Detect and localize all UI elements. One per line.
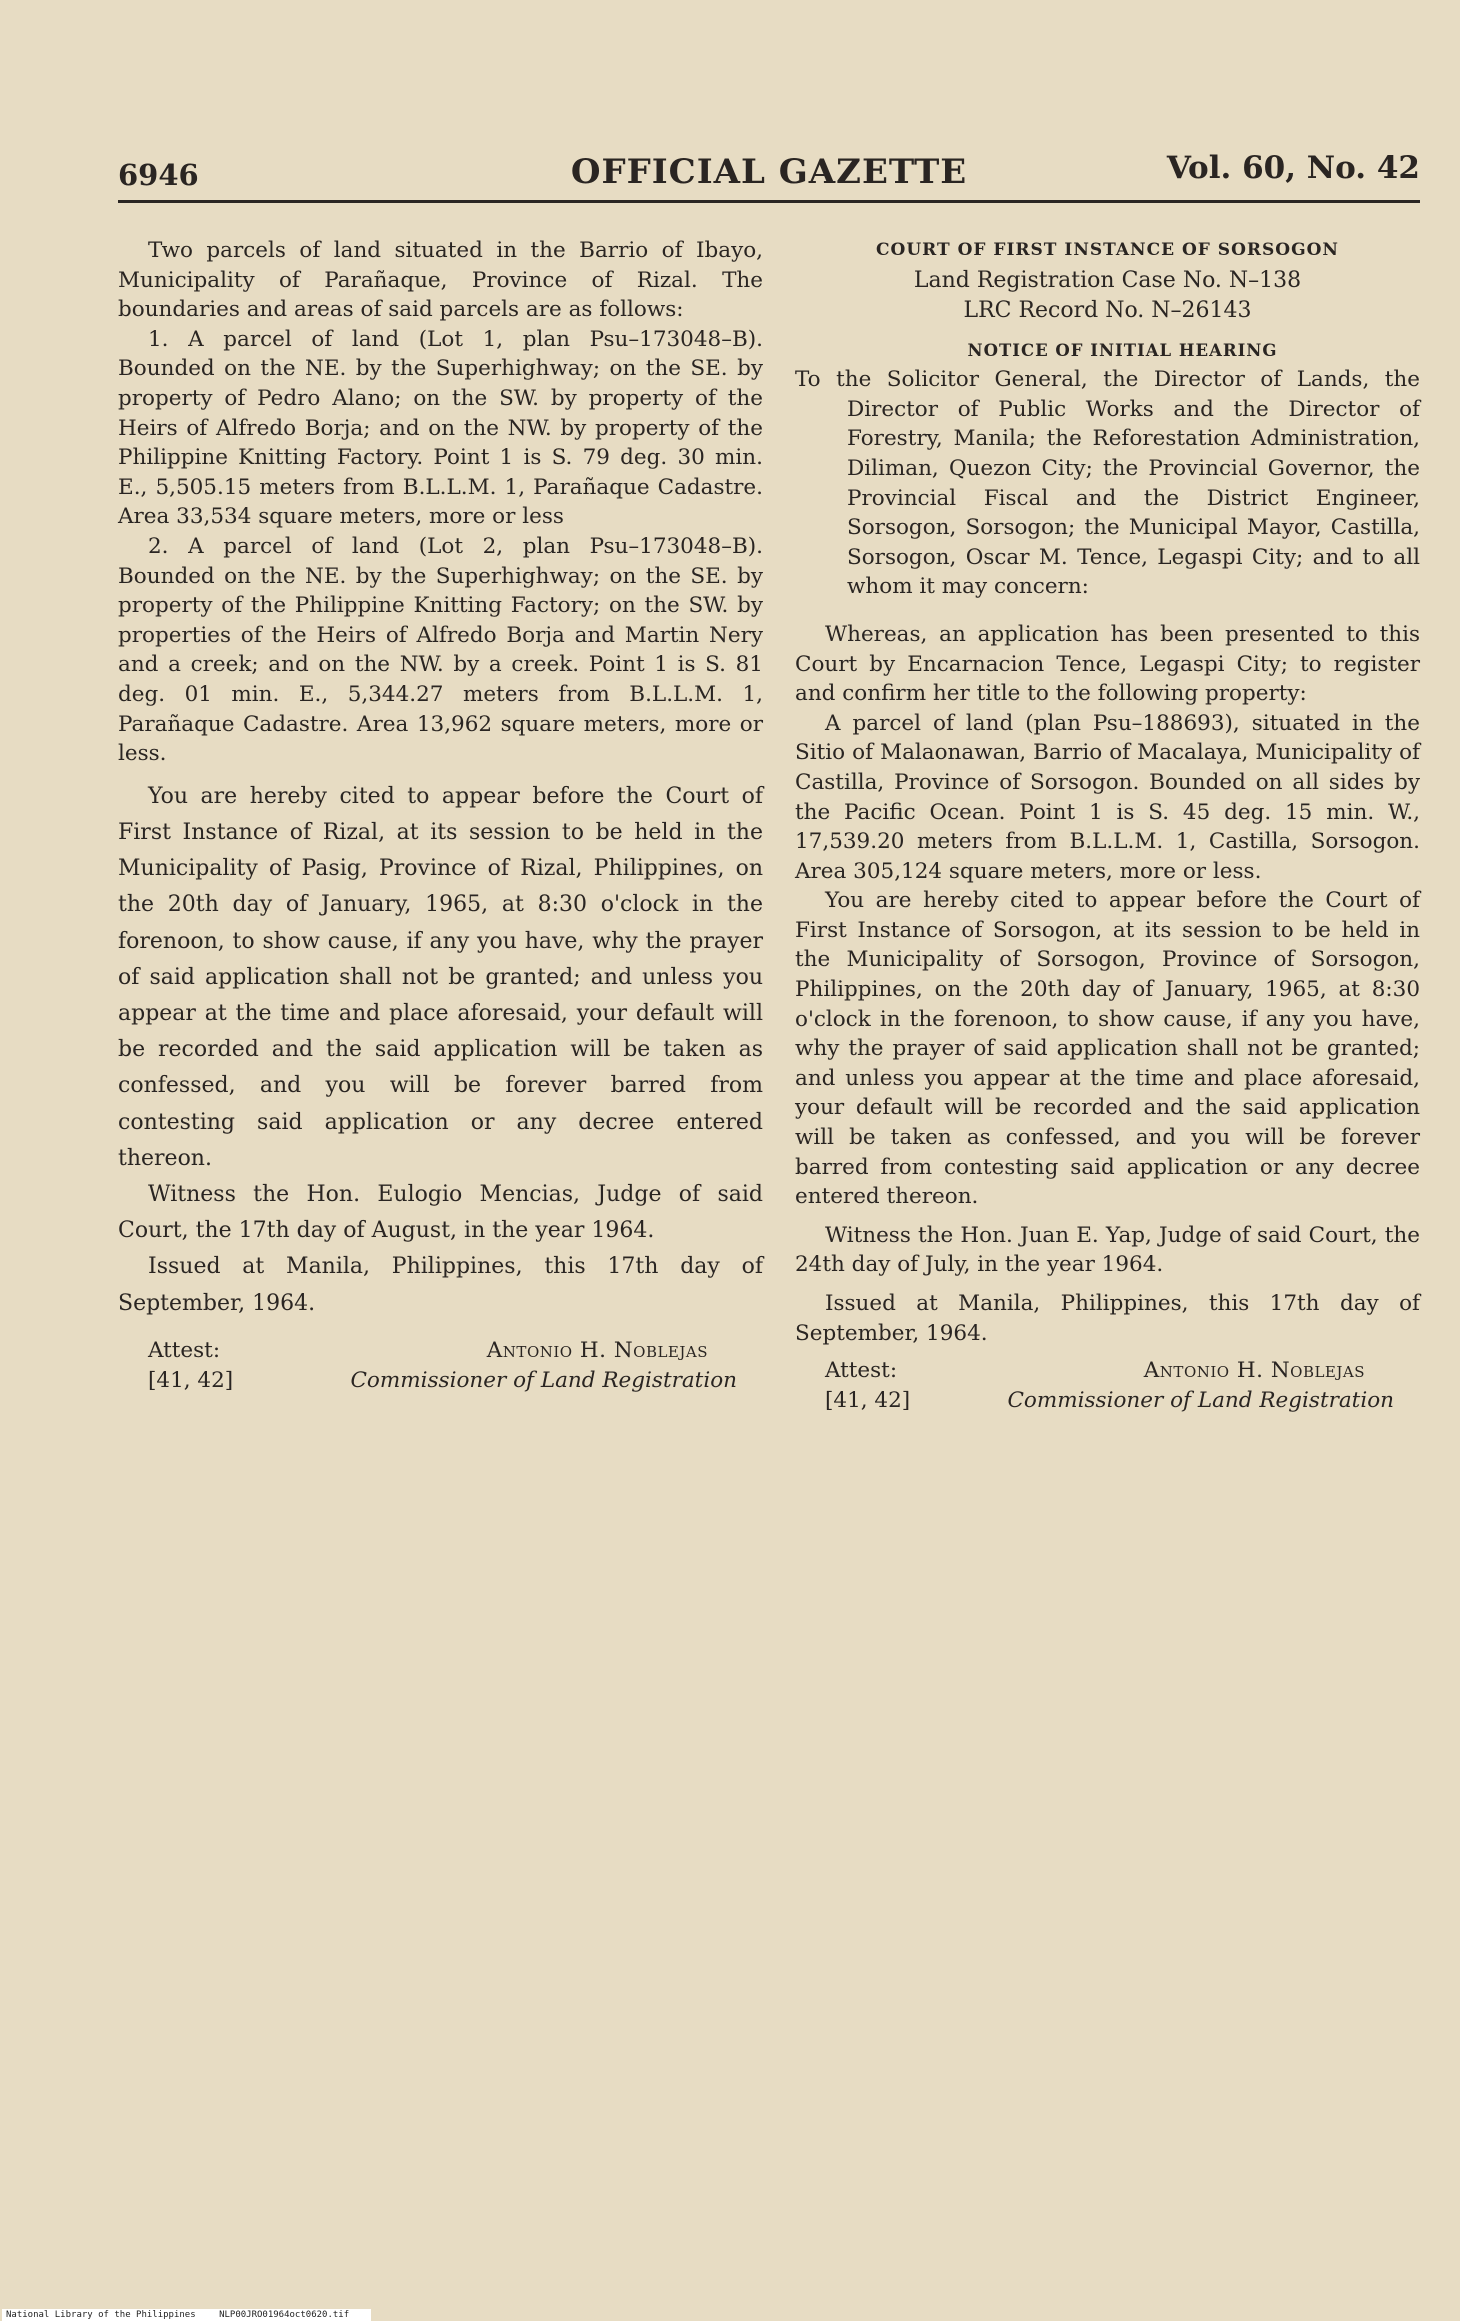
issued-paragraph: Issued at Manila, Philippines, this 17th day of September, 1964. [118,1254,763,1316]
publication-title: OFFICIAL GAZETTE [570,152,968,192]
signatory-name: Antonio H. Noblejas [486,1337,708,1363]
citation-paragraph: You are hereby cited to appear before the Court of First Instance of Sorsogon, at its session to be held in the Municipality of Sorsogon, Province of Sorsogon, Philippines, on the 20th day of January, 1965, at 8:30 o'clock in the forenoon, to show cause, if any you have, why the prayer of said application shall not be granted; and unless you appear at the time and place aforesaid, your default will be recorded and the said application will be taken as confessed, and you will be forever barred from contesting said application or any decree entered thereon. [795,888,1420,1210]
scan-footer [2,2309,371,2321]
volume-number: Vol. 60, No. 42 [1166,150,1420,186]
attest-label: Attest: [825,1358,898,1384]
right-column [795,236,1420,1420]
citation-paragraph: You are hereby cited to appear before the Court of First Instance of Rizal, at its session to be held in the Municipality of Pasig, Province of Rizal, Philippines, on the 20th day of January, 1965, at 8:30 o'clock in the forenoon, to show cause, if any you have, why the prayer of said application shall not be granted; and unless you appear at the time and place aforesaid, your default will be recorded and the said application will be taken as confessed, and you will be forever barred from contesting said application or any decree entered thereon. [118,783,763,1171]
scan-filename: NLP00JRO01964oct0620.tif [219,2310,350,2320]
notice-heading: NOTICE OF INITIAL HEARING [967,340,1278,360]
page-number: 6946 [118,158,199,192]
issue-reference: [41, 42] [148,1367,234,1393]
parcel-1-description: 1. A parcel of land (Lot 1, plan Psu–173048–B). Bounded on the NE. by the Superhighway; on the SE. by property of Pedro Alano; on the SW. by property of the Heirs of Alfredo Borja; and on the NW. by property of the Philippine Knitting Factory. Point 1 is S. 79 deg. 30 min. E., 5,505.15 meters from B.L.L.M. 1, Parañaque Cadastre. Area 33,534 square meters, more or less [118,326,763,530]
case-number: Land Registration Case No. N–138 [913,267,1302,293]
whereas-paragraph: Whereas, an application has been presented to this Court by Encarnacion Tence, Legaspi City; to register and confirm her title to the following property: [795,621,1420,707]
signatory-name: Antonio H. Noblejas [1143,1358,1365,1384]
record-number: LRC Record No. N–26143 [963,297,1252,323]
parcels-intro: Two parcels of land situated in the Barrio of Ibayo, Municipality of Parañaque, Province of Rizal. The boundaries and areas of said parcels are as follows: [118,238,763,323]
signatory-title: Commissioner of Land Registration [1007,1388,1394,1414]
court-heading: COURT OF FIRST INSTANCE OF SORSOGON [876,240,1339,260]
attestation-block [118,1336,763,1400]
issue-reference: [41, 42] [825,1388,911,1414]
library-credit: National Library of the Philippines [6,2310,196,2320]
header-rule [118,200,1420,203]
issued-paragraph: Issued at Manila, Philippines, this 17th day of September, 1964. [795,1291,1420,1346]
witness-paragraph: Witness the Hon. Juan E. Yap, Judge of said Court, the 24th day of July, in the year 1964. [795,1222,1420,1278]
parcel-description: A parcel of land (plan Psu–188693), situated in the Sitio of Malaonawan, Barrio of Macalaya, Municipality of Castilla, Province of Sorsogon. Bounded on all sides by the Pacific Ocean. Point 1 is S. 45 deg. 15 min. W., 17,539.20 meters from B.L.L.M. 1, Castilla, Sorsogon. Area 305,124 square meters, more or less. [795,710,1420,884]
page-header [118,148,1420,198]
witness-paragraph: Witness the Hon. Eulogio Mencias, Judge of said Court, the 17th day of August, in the year 1964. [118,1181,763,1244]
case-numbers [795,266,1420,326]
left-column [118,236,763,1400]
parcel-2-description: 2. A parcel of land (Lot 2, plan Psu–173048–B). Bounded on the NE. by the Superhighway; on the SE. by property of the Philippine Knitting Factory; on the SW. by properties of the Heirs of Alfredo Borja and Martin Nery and a creek; and on the NW. by a creek. Point 1 is S. 81 deg. 01 min. E., 5,344.27 meters from B.L.L.M. 1, Parañaque Cadastre. Area 13,962 square meters, more or less. [118,533,763,767]
attestation-block [795,1356,1420,1420]
attest-label: Attest: [148,1337,221,1363]
signatory-title: Commissioner of Land Registration [350,1367,737,1393]
addressees-paragraph: To the Solicitor General, the Director of Lands, the Director of Public Works and the Director of Forestry, Manila; the Reforestation Administration, Diliman, Quezon City; the Provincial Governor, the Provincial Fiscal and the District Engineer, Sorsogon, Sorsogon; the Municipal Mayor, Castilla, Sorsogon, Oscar M. Tence, Legaspi City; and to all whom it may concern: [795,367,1420,600]
